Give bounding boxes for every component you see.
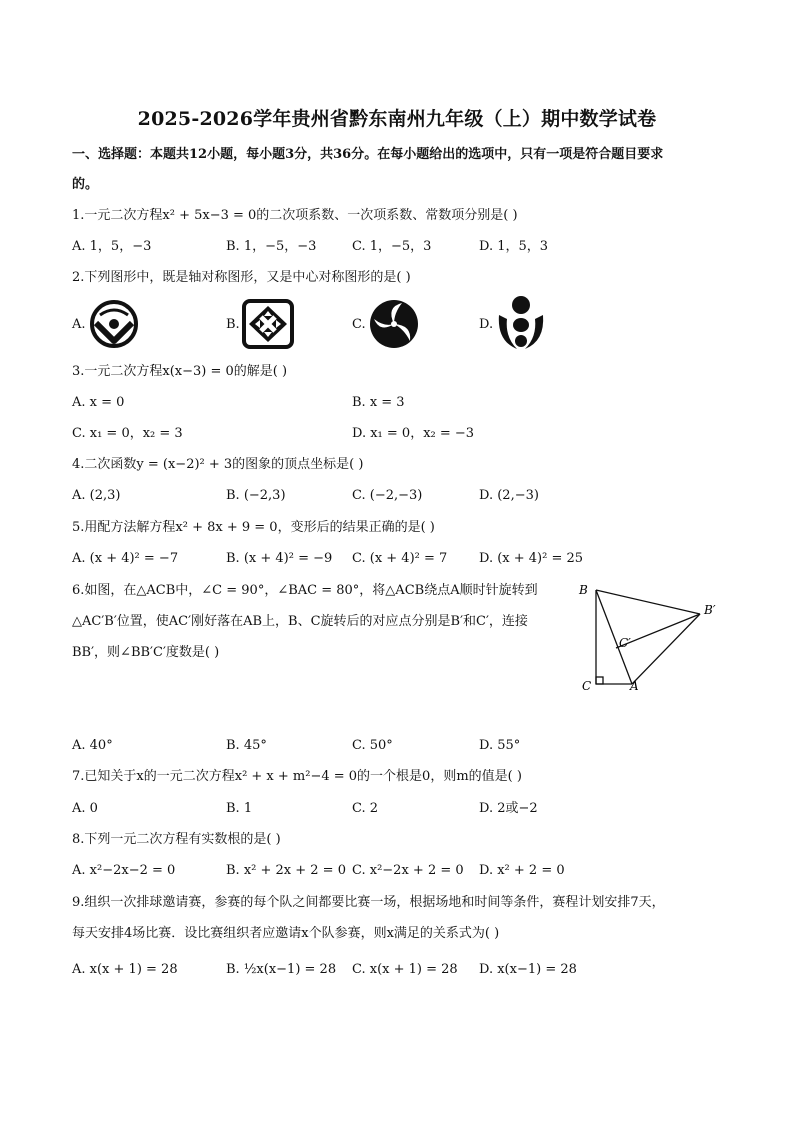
q7-option-a: A. 0 [72,801,98,816]
q2-option-c: C. [352,317,366,332]
q1-option-d: D. 1，5，3 [479,239,549,254]
q3-option-a: A. x = 0 [72,395,125,410]
q9-option-a: A. x(x + 1) = 28 [72,962,178,977]
q4-option-a: A. (2,3) [72,488,121,503]
q3-option-d: D. x₁ = 0，x₂ = −3 [352,426,475,441]
q6-option-b: B. 45° [226,738,267,753]
q6-triangle-figure [572,578,732,696]
question-7-stem: 7.已知关于x的一元二次方程x² + x + m²−4 = 0的一个根是0，则m的值是( ) [72,769,522,784]
question-6-stem-line2: △AC′B′位置，使AC′刚好落在AB上，B、C旋转后的对应点分别是B′和C′，连接 [72,614,528,629]
q7-option-c: C. 2 [352,801,379,816]
q5-option-b: B. (x + 4)² = −9 [226,551,333,566]
label-c: C [582,679,592,693]
q9-option-b: B. ½x(x−1) = 28 [226,962,337,977]
q2-figure-a [86,297,142,349]
q5-option-a: A. (x + 4)² = −7 [72,551,179,566]
q8-option-b: B. x² + 2x + 2 = 0 [226,863,346,878]
q2-option-d: D. [479,317,494,332]
question-4-stem: 4.二次函数y = (x−2)² + 3的图象的顶点坐标是( ) [72,457,364,472]
label-c-prime: C′ [619,636,631,650]
q2-figure-c [366,297,422,351]
question-3-stem: 3.一元二次方程x(x−3) = 0的解是( ) [72,364,288,379]
exam-title: 2025-2026学年贵州省黔东南州九年级（上）期中数学试卷 [137,108,657,130]
question-8-stem: 8.下列一元二次方程有实数根的是( ) [72,832,281,847]
q6-option-a: A. 40° [72,738,113,753]
q2-figure-d [493,293,549,353]
q8-option-c: C. x²−2x + 2 = 0 [352,863,464,878]
section-heading: 一、选择题：本题共12小题，每小题3分，共36分。在每小题给出的选项中，只有一项是符合题目要求 [72,147,664,162]
q7-option-d: D. 2或−2 [479,801,538,816]
label-b-prime: B′ [704,603,716,617]
q1-option-b: B. 1，−5，−3 [226,239,317,254]
q8-option-a: A. x²−2x−2 = 0 [72,863,176,878]
q9-option-d: D. x(x−1) = 28 [479,962,577,977]
q3-option-c: C. x₁ = 0，x₂ = 3 [72,426,183,441]
question-9-stem-line2: 每天安排4场比赛．设比赛组织者应邀请x个队参赛，则x满足的关系式为( ) [72,926,500,941]
q2-figure-b [240,297,296,351]
q9-option-c: C. x(x + 1) = 28 [352,962,458,977]
q5-option-d: D. (x + 4)² = 25 [479,551,584,566]
q1-option-a: A. 1，5，−3 [72,239,152,254]
q6-option-d: D. 55° [479,738,521,753]
question-5-stem: 5.用配方法解方程x² + 8x + 9 = 0，变形后的结果正确的是( ) [72,520,435,535]
q2-option-a: A. [72,317,86,332]
question-9-stem-line1: 9.组织一次排球邀请赛，参赛的每个队之间都要比赛一场，根据场地和时间等条件，赛程计划安排7天， [72,895,665,910]
q3-option-b: B. x = 3 [352,395,405,410]
q8-option-d: D. x² + 2 = 0 [479,863,565,878]
label-b: B [579,583,588,597]
question-6-stem-line1: 6.如图，在△ACB中，∠C = 90°，∠BAC = 80°，将△ACB绕点A顺时针旋转到 [72,583,538,598]
q4-option-d: D. (2,−3) [479,488,539,503]
question-1-stem: 1.一元二次方程x² + 5x−3 = 0的二次项系数、一次项系数、常数项分别是( ) [72,208,518,223]
q6-option-c: C. 50° [352,738,393,753]
section-heading-cont: 的。 [72,177,99,192]
q4-option-b: B. (−2,3) [226,488,286,503]
label-a: A [630,679,639,693]
q5-option-c: C. (x + 4)² = 7 [352,551,448,566]
question-6-stem-line3: BB′，则∠BB′C′度数是( ) [72,645,220,660]
q1-option-c: C. 1，−5，3 [352,239,432,254]
q2-option-b: B. [226,317,240,332]
q7-option-b: B. 1 [226,801,253,816]
q4-option-c: C. (−2,−3) [352,488,423,503]
question-2-stem: 2.下列图形中，既是轴对称图形，又是中心对称图形的是( ) [72,270,411,285]
